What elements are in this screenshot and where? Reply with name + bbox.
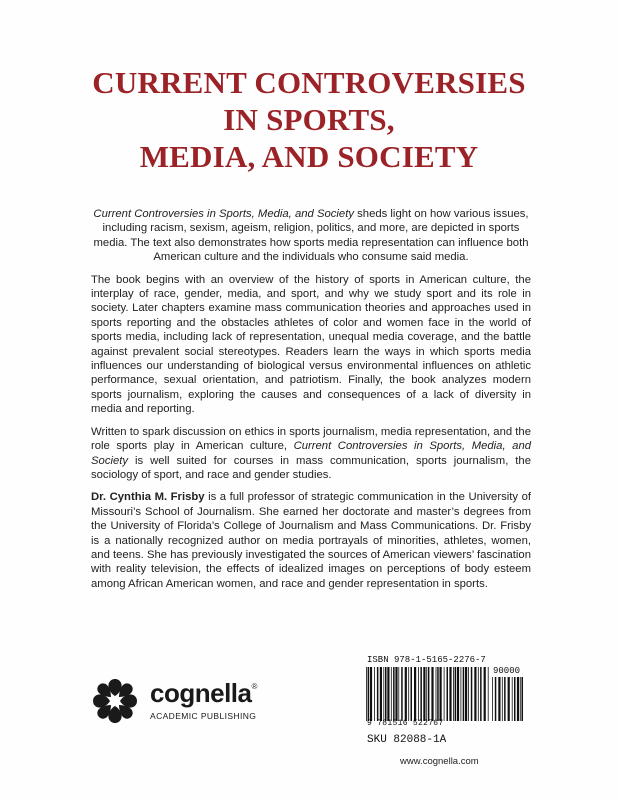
barcode-bar <box>465 667 467 721</box>
description <box>91 207 531 599</box>
barcode-bar <box>522 677 524 721</box>
barcode-bar <box>440 667 442 721</box>
barcode-bar <box>423 667 425 721</box>
barcode-bar <box>408 667 409 721</box>
barcode-bar <box>455 667 457 721</box>
barcode-bar <box>428 667 430 721</box>
barcode-bar <box>370 667 372 721</box>
logo-subtitle: ACADEMIC PUBLISHING <box>150 711 257 721</box>
barcode-bar <box>502 677 503 721</box>
barcode-bar <box>374 667 375 721</box>
barcode-bar <box>449 667 451 721</box>
barcode-bar <box>444 667 445 721</box>
title-line-2: IN SPORTS, <box>223 102 395 137</box>
price-addon-text: 90000 <box>493 666 521 676</box>
barcode-bar <box>495 677 497 721</box>
barcode-bar <box>366 667 367 721</box>
barcode-bar <box>414 667 416 721</box>
barcode-bar <box>418 667 419 721</box>
barcode-bar <box>508 677 510 721</box>
barcode-bar <box>461 667 462 721</box>
barcode-bar <box>420 667 422 721</box>
barcode-bar <box>426 667 427 721</box>
barcode-bar <box>401 667 403 721</box>
addon-barcode-bars <box>491 677 523 721</box>
barcode-bar <box>391 667 392 721</box>
barcode-bar <box>517 677 519 721</box>
barcode-bar <box>478 667 479 721</box>
barcode-bar <box>393 667 395 721</box>
barcode-bar <box>504 677 506 721</box>
paragraph-overview: The book begins with an overview of the history of sports in American culture, the interplay of race, gender, media, and sport, and why we study sport and its role in society. Later chapters examine mass communication theories and approaches used in sports reporting and the obstacles athletes of color and women face in the world of sports media, including lack of representation, unequal media coverage, and the battle against prevalent social stereotypes. Readers learn the ways in which sports media influences our understanding of biological versus environmental influences on athletic performance, sexual orientation, and patriotism. Finally, the book analyzes modern sports journalism, exploring the causes and consequences of a lack of diversity in media and reporting. <box>91 273 531 416</box>
barcode-bar <box>368 667 370 721</box>
author-name: Dr. Cynthia M. Frisby <box>91 491 205 504</box>
barcode-bar <box>463 667 465 721</box>
paragraph-summary-text: sheds light on how various issues, including racism, sexism, ageism, religion, politics, and more, are depicted in sports media. The text also demonstrates how sports media representation can influence both American culture and the individuals who consume said media. <box>93 208 529 264</box>
paragraph-purpose-end: is well suited for courses in mass communication, sports journalism, the sociology of sport, and race and gender studies. <box>91 454 531 481</box>
paragraph-purpose <box>91 425 531 483</box>
author-bio-text: is a full professor of strategic communication in the University of Missouri’s School of Journalism. She earned her doctorate and master’s degrees from the University of Florida’s College of Journalism and Mass Communications. Dr. Frisby is a nationally recognized author on media portrayals of minorities, athletes, women, and teens. She has previously investigated the sources of American viewers’ fascination with reality television, the effects of idealized images on perceptions of body esteem among African American women, and race and gender representation in sports. <box>91 491 532 590</box>
barcode-bar <box>431 667 433 721</box>
barcode-bar <box>398 667 399 721</box>
barcode-bar <box>377 667 379 721</box>
barcode-bar <box>514 677 516 721</box>
barcode-bar <box>436 667 437 721</box>
logo-wordmark <box>150 678 257 709</box>
sku-code: SKU 82088-1A <box>367 734 447 746</box>
isbn-text: ISBN 978-1-5165-2276-7 <box>367 655 486 665</box>
barcode-bar <box>395 667 397 721</box>
paragraph-purpose-start: Written to spark discussion on ethics in sports journalism, media representation, and the role sports play in American culture, <box>91 425 531 453</box>
barcode-bar <box>405 667 407 721</box>
barcode-bar <box>437 667 439 721</box>
barcode-bar <box>471 667 473 721</box>
ean-digits: 9 781516 522767 <box>367 719 444 728</box>
barcode-bar <box>512 677 513 721</box>
barcode-bar <box>385 667 387 721</box>
barcode-bar <box>474 667 476 721</box>
title-line-1: CURRENT CONTROVERSIES <box>92 65 526 100</box>
logo-word-text: cognella <box>150 678 252 708</box>
book-title-italic: Current Controversies in Sports, Media, and Society <box>93 208 354 220</box>
publisher-url: www.cognella.com <box>400 756 479 767</box>
book-title <box>0 64 618 175</box>
barcode-bar <box>380 667 382 721</box>
registered-mark: ® <box>251 682 257 691</box>
publisher-logo <box>90 676 280 726</box>
barcode-bar <box>453 667 454 721</box>
cognella-flower-icon <box>90 676 140 726</box>
ean-barcode-bars <box>365 667 490 721</box>
barcode-bar <box>484 667 486 721</box>
barcode-bar <box>383 667 384 721</box>
barcode-bar <box>447 667 449 721</box>
barcode-bar <box>520 677 521 721</box>
barcode-bar <box>488 667 489 721</box>
barcode-bar <box>498 677 500 721</box>
book-title-italic-2: Current Controversies in Sports, Media, and Society <box>91 440 532 467</box>
paragraph-author-bio <box>91 490 531 591</box>
barcode-bar <box>411 667 413 721</box>
barcode-bar <box>468 667 469 721</box>
barcode-bar <box>492 677 493 721</box>
paragraph-summary <box>91 207 531 265</box>
barcode-bar <box>387 667 389 721</box>
barcode-bar <box>457 667 459 721</box>
barcode-bar <box>480 667 482 721</box>
title-line-3: MEDIA, AND SOCIETY <box>139 139 479 174</box>
